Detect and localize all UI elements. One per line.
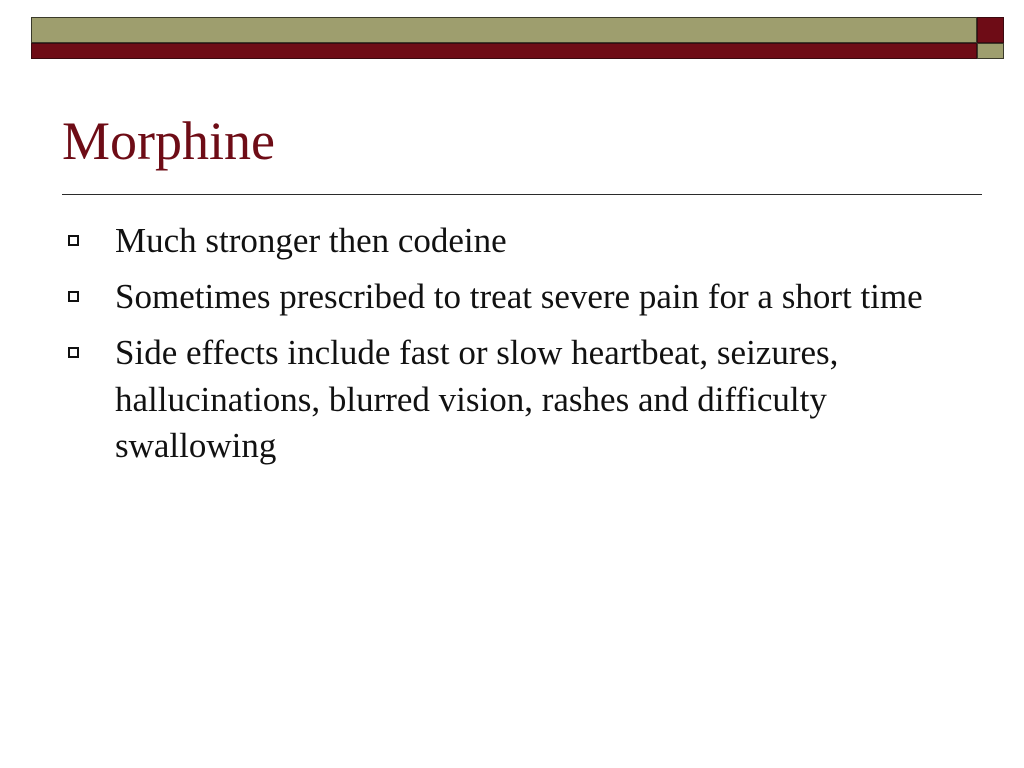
slide-title: Morphine xyxy=(62,111,275,171)
bullet-item xyxy=(62,218,962,264)
hollow-square-bullet-icon xyxy=(68,291,79,302)
bullet-text: Much stronger then codeine xyxy=(115,221,507,260)
bullet-item xyxy=(62,274,962,320)
header-band-olive xyxy=(31,17,977,43)
bullet-item xyxy=(62,330,962,469)
header-band-red xyxy=(31,43,977,59)
hollow-square-bullet-icon xyxy=(68,347,79,358)
title-divider xyxy=(62,194,982,195)
corner-square-olive xyxy=(977,43,1004,59)
bullet-text: Side effects include fast or slow heartbeat, seizures, hallucinations, blurred vision, rashes and difficulty swallowing xyxy=(115,333,839,465)
bullet-list xyxy=(62,218,962,479)
bullet-text: Sometimes prescribed to treat severe pain for a short time xyxy=(115,277,923,317)
hollow-square-bullet-icon xyxy=(68,235,79,246)
corner-square-red xyxy=(977,17,1004,43)
